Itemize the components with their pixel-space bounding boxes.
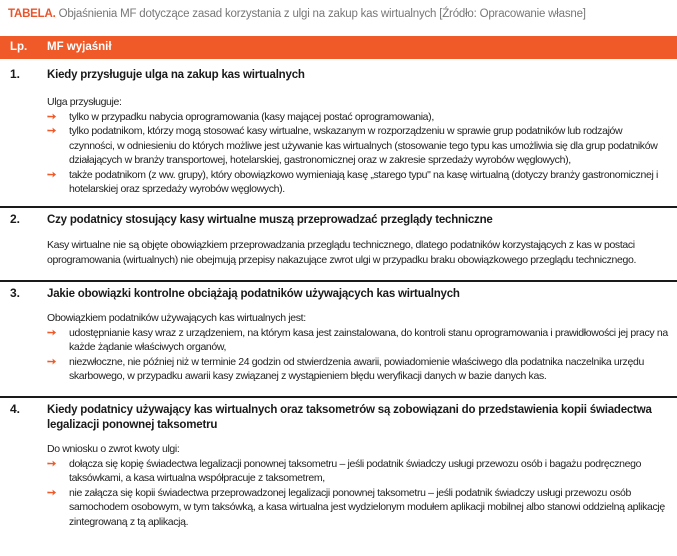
header-column: MF wyjaśnił (47, 41, 112, 53)
arrow-right-icon: ➙ (47, 486, 56, 499)
list-item-text: niezwłoczne, nie później niż w terminie 24 godzin od stwierdzenia awarii, powiadomienie właściwego dla podatnika naczelnika urzędu skarbowego, w przypadku awarii kasy związanej z wystąpieniem błędu weryfikacji danych w bazie danych kas. (69, 355, 644, 382)
table-header (0, 36, 677, 59)
row-question: Jakie obowiązki kontrolne obciążają podatników używających kas wirtualnych (47, 288, 460, 300)
row-text: Kasy wirtualne nie są objęte obowiązkiem przeprowadzania przeglądu technicznego, dlatego podatników korzystających z kas w postaci oprogramowania (wirtualnych) nie obejmują przepisy nakazujące zwrot ulgi w przypadku braku obowiązkowego przeglądu technicznego. (47, 239, 637, 266)
bullet-list (47, 110, 669, 197)
header-lp: Lp. (10, 41, 28, 53)
list-item (47, 168, 669, 197)
list-item (47, 110, 669, 125)
caption-tag: TABELA. (8, 8, 56, 20)
arrow-right-icon: ➙ (47, 125, 56, 137)
row-divider (0, 280, 677, 282)
list-item-text: także podatnikom (z ww. grupy), który obowiązkowo wymieniają kasę „starego typu" na kasę wirtualną (dotyczy branży gastronomicznej i hotelarskiej oraz sprzedaży wyrobów węglowych). (69, 168, 658, 195)
arrow-right-icon: ➙ (47, 457, 56, 470)
arrow-right-icon: ➙ (47, 326, 56, 339)
arrow-right-icon: ➙ (47, 168, 56, 181)
list-item-text: nie załącza się kopii świadectwa przeprowadzonej legalizacji ponownej taksometru – jeśli podatnik świadczy usługi przewozu osób samochodem osobowym, w tym taksówką, a kasa wirtualna jest wydzielonym modułem aplikacji mobilnej albo stanowi oddzielną aplikację zintegrowaną z tą aplikacją. (69, 486, 665, 528)
list-item-text: dołącza się kopię świadectwa legalizacji ponownej taksometru – jeśli podatnik świadczy usługi przewozu osób i bagażu podręcznego taksówkami, a kasa wirtualna współpracuje z taksometrem, (69, 457, 642, 484)
list-item-text: udostępnianie kasy wraz z urządzeniem, na którym kasa jest zainstalowana, do kontroli stanu oprogramowania i prawidłowości jej pracy na każde żądanie właściwych organów, (69, 326, 668, 353)
row-body (47, 311, 669, 384)
row-intro: Ulga przysługuje: (47, 96, 122, 108)
row-question: Kiedy przysługuje ulga na zakup kas wirtualnych (47, 69, 305, 81)
list-item (47, 457, 669, 486)
row-number: 1. (10, 67, 21, 81)
list-item-text: tylko w przypadku nabycia oprogramowania (kasy mającej postać oprogramowania), (69, 110, 434, 123)
bullet-list (47, 457, 669, 530)
table-caption (8, 8, 672, 20)
row-question: Kiedy podatnicy używający kas wirtualnych oraz taksometrów są zobowiązani do przedstawienia kopii świadectwa legalizacji ponownej taksometru (47, 404, 652, 431)
row-number: 2. (10, 212, 21, 226)
row-intro: Obowiązkiem podatników używających kas wirtualnych jest: (47, 312, 306, 324)
row-body (47, 95, 669, 197)
row-body (47, 442, 669, 529)
row-question: Czy podatnicy stosujący kasy wirtualne muszą przeprowadzać przeglądy techniczne (47, 214, 493, 226)
list-item (47, 486, 669, 530)
caption-text: Objaśnienia MF dotyczące zasad korzystania z ulgi na zakup kas wirtualnych [Źródło: Opracowanie własne] (58, 8, 586, 20)
bullet-list (47, 326, 669, 384)
row-divider (0, 206, 677, 208)
list-item-text: tylko podatnikom, którzy mogą stosować kasy wirtualne, wskazanym w rozporządzeniu w sprawie grup podatników lub rodzajów czynności, w odniesieniu do których możliwe jest używanie kas wirtualnych (stosowanie tego typu kas umożliwia się dla grup podatników działających w branży transportowej, hotelarskiej, gastronomicznej oraz w zakresie sprzedaży wyrobów węglowych), (69, 125, 658, 166)
row-intro: Do wniosku o zwrot kwoty ulgi: (47, 443, 180, 455)
row-number: 3. (10, 286, 21, 300)
row-number: 4. (10, 402, 21, 416)
arrow-right-icon: ➙ (47, 355, 56, 368)
list-item (47, 326, 669, 355)
arrow-right-icon: ➙ (47, 110, 56, 123)
row-divider (0, 396, 677, 398)
list-item (47, 355, 669, 384)
list-item (47, 124, 669, 168)
